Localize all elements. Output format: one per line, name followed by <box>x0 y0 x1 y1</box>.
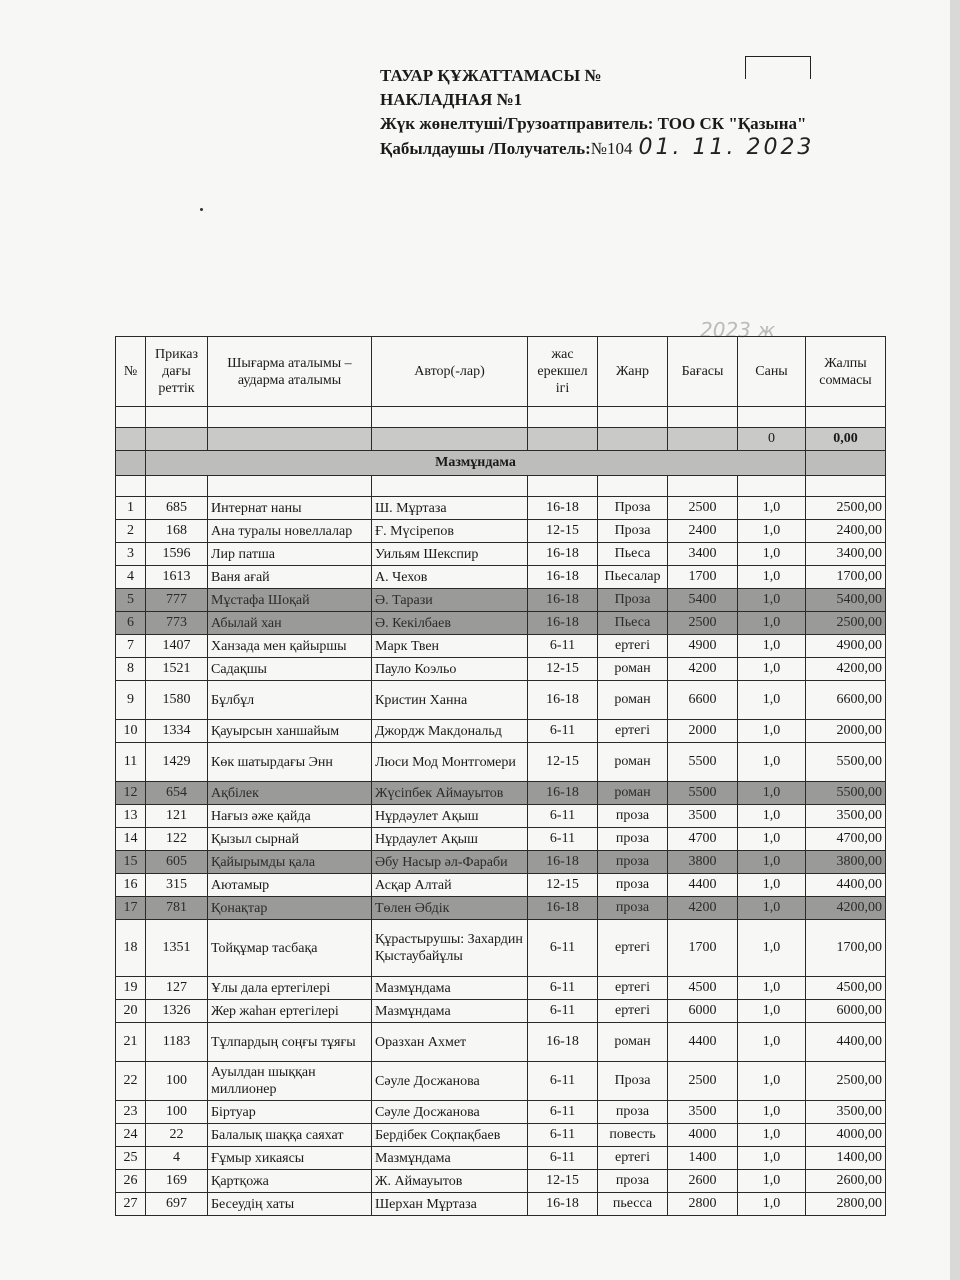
genre-cell: роман <box>598 681 668 720</box>
price-cell: 2500 <box>668 497 738 520</box>
order-number: 1596 <box>146 543 208 566</box>
table-row <box>116 920 886 977</box>
age-cell: 6-11 <box>528 977 598 1000</box>
age-cell: 6-11 <box>528 1000 598 1023</box>
genre-cell: ертегі <box>598 1000 668 1023</box>
row-number: 24 <box>116 1124 146 1147</box>
table-row <box>116 681 886 720</box>
row-number: 14 <box>116 828 146 851</box>
total-cell: 5500,00 <box>806 743 886 782</box>
age-cell: 12-15 <box>528 874 598 897</box>
table-row <box>116 805 886 828</box>
order-number: 168 <box>146 520 208 543</box>
price-cell: 3500 <box>668 1101 738 1124</box>
genre-cell: проза <box>598 805 668 828</box>
age-cell: 6-11 <box>528 828 598 851</box>
title-cell: Жер жаһан ертегілері <box>208 1000 372 1023</box>
age-cell: 16-18 <box>528 543 598 566</box>
genre-cell: проза <box>598 828 668 851</box>
header-recipient <box>380 136 860 161</box>
genre-cell: проза <box>598 1101 668 1124</box>
row-number: 21 <box>116 1023 146 1062</box>
qty-cell: 1,0 <box>738 805 806 828</box>
genre-cell: ертегі <box>598 1147 668 1170</box>
age-cell: 6-11 <box>528 635 598 658</box>
author-cell: Кристин Ханна <box>372 681 528 720</box>
age-cell: 12-15 <box>528 743 598 782</box>
order-number: 777 <box>146 589 208 612</box>
qty-cell: 1,0 <box>738 635 806 658</box>
author-cell: Мазмұндама <box>372 977 528 1000</box>
qty-cell: 1,0 <box>738 828 806 851</box>
qty-cell: 1,0 <box>738 743 806 782</box>
qty-cell: 1,0 <box>738 977 806 1000</box>
age-cell: 16-18 <box>528 851 598 874</box>
table-row <box>116 1170 886 1193</box>
total-cell: 2400,00 <box>806 520 886 543</box>
row-number: 20 <box>116 1000 146 1023</box>
price-cell: 4700 <box>668 828 738 851</box>
total-cell: 2800,00 <box>806 1193 886 1216</box>
price-cell: 3800 <box>668 851 738 874</box>
row-number: 17 <box>116 897 146 920</box>
price-cell: 2500 <box>668 612 738 635</box>
age-cell: 6-11 <box>528 1124 598 1147</box>
col-header-genre: Жанр <box>598 337 668 407</box>
col-header-author: Автор(-лар) <box>372 337 528 407</box>
genre-cell: роман <box>598 782 668 805</box>
order-number: 654 <box>146 782 208 805</box>
title-cell: Садақшы <box>208 658 372 681</box>
title-cell: Ханзада мен қайыршы <box>208 635 372 658</box>
total-cell: 4900,00 <box>806 635 886 658</box>
row-number: 19 <box>116 977 146 1000</box>
order-number: 122 <box>146 828 208 851</box>
genre-cell: роман <box>598 658 668 681</box>
title-cell: Ақбілек <box>208 782 372 805</box>
order-number: 1407 <box>146 635 208 658</box>
price-cell: 1700 <box>668 566 738 589</box>
qty-cell: 1,0 <box>738 543 806 566</box>
col-header-price: Бағасы <box>668 337 738 407</box>
table-row <box>116 520 886 543</box>
table-row <box>116 612 886 635</box>
qty-cell: 1,0 <box>738 782 806 805</box>
age-cell: 16-18 <box>528 566 598 589</box>
price-cell: 1700 <box>668 920 738 977</box>
section-row <box>116 451 886 476</box>
genre-cell: Проза <box>598 589 668 612</box>
row-number: 7 <box>116 635 146 658</box>
row-number: 9 <box>116 681 146 720</box>
genre-cell: Проза <box>598 497 668 520</box>
col-header-age: жас ерекшел ігі <box>528 337 598 407</box>
price-cell: 3400 <box>668 543 738 566</box>
order-number: 1326 <box>146 1000 208 1023</box>
order-number: 1521 <box>146 658 208 681</box>
table-row <box>116 743 886 782</box>
qty-cell: 1,0 <box>738 612 806 635</box>
row-number: 18 <box>116 920 146 977</box>
invoice-table <box>115 336 886 1216</box>
row-number: 12 <box>116 782 146 805</box>
genre-cell: повесть <box>598 1124 668 1147</box>
title-cell: Ұлы дала ертегілері <box>208 977 372 1000</box>
table-row <box>116 897 886 920</box>
author-cell: Сәуле Досжанова <box>372 1101 528 1124</box>
total-cell: 6600,00 <box>806 681 886 720</box>
qty-cell: 1,0 <box>738 1193 806 1216</box>
order-number: 4 <box>146 1147 208 1170</box>
header-shipper: Жүк жөнелтуші/Грузоатправитель: ТОО СК "Қазына" <box>380 114 807 133</box>
order-number: 100 <box>146 1062 208 1101</box>
table-row <box>116 1023 886 1062</box>
total-cell: 4200,00 <box>806 897 886 920</box>
order-number: 1613 <box>146 566 208 589</box>
author-cell: Оразхан Ахмет <box>372 1023 528 1062</box>
document-header <box>380 64 860 161</box>
row-number: 10 <box>116 720 146 743</box>
price-cell: 2600 <box>668 1170 738 1193</box>
age-cell: 6-11 <box>528 1147 598 1170</box>
author-cell: Ш. Мұртаза <box>372 497 528 520</box>
order-number: 22 <box>146 1124 208 1147</box>
summary-qty: 0 <box>738 428 806 451</box>
price-cell: 2000 <box>668 720 738 743</box>
title-cell: Бұлбұл <box>208 681 372 720</box>
price-cell: 2500 <box>668 1062 738 1101</box>
row-number: 26 <box>116 1170 146 1193</box>
title-cell: Лир патша <box>208 543 372 566</box>
age-cell: 6-11 <box>528 920 598 977</box>
price-cell: 4900 <box>668 635 738 658</box>
total-cell: 2500,00 <box>806 497 886 520</box>
author-cell: Әбу Насыр әл-Фараби <box>372 851 528 874</box>
qty-cell: 1,0 <box>738 874 806 897</box>
total-cell: 4200,00 <box>806 658 886 681</box>
qty-cell: 1,0 <box>738 720 806 743</box>
total-cell: 3800,00 <box>806 851 886 874</box>
table-row <box>116 782 886 805</box>
table-row <box>116 1193 886 1216</box>
qty-cell: 1,0 <box>738 897 806 920</box>
total-cell: 5400,00 <box>806 589 886 612</box>
author-cell: Жүсіпбек Аймауытов <box>372 782 528 805</box>
title-cell: Абылай хан <box>208 612 372 635</box>
genre-cell: ертегі <box>598 720 668 743</box>
order-number: 315 <box>146 874 208 897</box>
title-cell: Интернат наны <box>208 497 372 520</box>
qty-cell: 1,0 <box>738 1170 806 1193</box>
age-cell: 12-15 <box>528 1170 598 1193</box>
author-cell: Марк Твен <box>372 635 528 658</box>
author-cell: А. Чехов <box>372 566 528 589</box>
price-cell: 4400 <box>668 1023 738 1062</box>
price-cell: 4200 <box>668 897 738 920</box>
price-cell: 6600 <box>668 681 738 720</box>
title-cell: Қартқожа <box>208 1170 372 1193</box>
row-number: 22 <box>116 1062 146 1101</box>
genre-cell: ертегі <box>598 920 668 977</box>
table-row <box>116 658 886 681</box>
order-number: 685 <box>146 497 208 520</box>
author-cell: Джордж Макдональд <box>372 720 528 743</box>
order-number: 1429 <box>146 743 208 782</box>
col-header-num: № <box>116 337 146 407</box>
order-number: 1183 <box>146 1023 208 1062</box>
section-label: Мазмұндама <box>146 451 806 476</box>
order-number: 1351 <box>146 920 208 977</box>
header-title-ru: НАКЛАДНАЯ №1 <box>380 90 523 109</box>
col-header-total: Жалпы соммасы <box>806 337 886 407</box>
qty-cell: 1,0 <box>738 920 806 977</box>
total-cell: 3500,00 <box>806 1101 886 1124</box>
qty-cell: 1,0 <box>738 1147 806 1170</box>
title-cell: Тұлпардың соңғы тұяғы <box>208 1023 372 1062</box>
table-row <box>116 977 886 1000</box>
author-cell: Асқар Алтай <box>372 874 528 897</box>
author-cell: Мазмұндама <box>372 1000 528 1023</box>
age-cell: 16-18 <box>528 612 598 635</box>
qty-cell: 1,0 <box>738 1101 806 1124</box>
blank-row <box>116 407 886 428</box>
price-cell: 1400 <box>668 1147 738 1170</box>
author-cell: Нұрдаулет Ақыш <box>372 828 528 851</box>
order-number: 127 <box>146 977 208 1000</box>
price-cell: 4200 <box>668 658 738 681</box>
genre-cell: проза <box>598 874 668 897</box>
qty-cell: 1,0 <box>738 566 806 589</box>
col-header-qty: Саны <box>738 337 806 407</box>
age-cell: 16-18 <box>528 1193 598 1216</box>
genre-cell: Проза <box>598 520 668 543</box>
title-cell: Ғұмыр хикаясы <box>208 1147 372 1170</box>
qty-cell: 1,0 <box>738 1023 806 1062</box>
author-cell: Нұрдәулет Ақыш <box>372 805 528 828</box>
table-row <box>116 497 886 520</box>
age-cell: 12-15 <box>528 658 598 681</box>
age-cell: 6-11 <box>528 1062 598 1101</box>
author-cell: Пауло Коэльо <box>372 658 528 681</box>
row-number: 1 <box>116 497 146 520</box>
total-cell: 4500,00 <box>806 977 886 1000</box>
total-cell: 2600,00 <box>806 1170 886 1193</box>
row-number: 4 <box>116 566 146 589</box>
age-cell: 6-11 <box>528 720 598 743</box>
author-cell: Ә. Тарази <box>372 589 528 612</box>
table-row <box>116 720 886 743</box>
col-header-order: Приказ дағы реттік <box>146 337 208 407</box>
age-cell: 6-11 <box>528 805 598 828</box>
author-cell: Люси Мод Монтгомери <box>372 743 528 782</box>
title-cell: Қайырымды қала <box>208 851 372 874</box>
title-cell: Қызыл сырнай <box>208 828 372 851</box>
age-cell: 16-18 <box>528 589 598 612</box>
genre-cell: Проза <box>598 1062 668 1101</box>
blank-row <box>116 476 886 497</box>
title-cell: Аютамыр <box>208 874 372 897</box>
price-cell: 5400 <box>668 589 738 612</box>
price-cell: 3500 <box>668 805 738 828</box>
title-cell: Ауылдан шыққан миллионер <box>208 1062 372 1101</box>
qty-cell: 1,0 <box>738 520 806 543</box>
row-number: 23 <box>116 1101 146 1124</box>
author-cell: Төлен Әбдік <box>372 897 528 920</box>
price-cell: 6000 <box>668 1000 738 1023</box>
total-cell: 1700,00 <box>806 566 886 589</box>
row-number: 5 <box>116 589 146 612</box>
age-cell: 16-18 <box>528 782 598 805</box>
author-cell: Бердібек Соқпақбаев <box>372 1124 528 1147</box>
title-cell: Бесеудің хаты <box>208 1193 372 1216</box>
faint-handwritten-mark: 2023 ж <box>700 318 776 342</box>
row-number: 3 <box>116 543 146 566</box>
total-cell: 4400,00 <box>806 874 886 897</box>
total-cell: 5500,00 <box>806 782 886 805</box>
qty-cell: 1,0 <box>738 1062 806 1101</box>
genre-cell: ертегі <box>598 977 668 1000</box>
summary-row <box>116 428 886 451</box>
title-cell: Ана туралы новеллалар <box>208 520 372 543</box>
handwritten-date: 01. 11. 2023 <box>638 135 815 160</box>
table-row <box>116 566 886 589</box>
summary-total: 0,00 <box>806 428 886 451</box>
row-number: 11 <box>116 743 146 782</box>
title-cell: Ваня ағай <box>208 566 372 589</box>
title-cell: Тойқұмар тасбақа <box>208 920 372 977</box>
genre-cell: Пьеса <box>598 543 668 566</box>
order-number: 169 <box>146 1170 208 1193</box>
table-row <box>116 543 886 566</box>
row-number: 25 <box>116 1147 146 1170</box>
total-cell: 4400,00 <box>806 1023 886 1062</box>
row-number: 13 <box>116 805 146 828</box>
row-number: 2 <box>116 520 146 543</box>
age-cell: 16-18 <box>528 1023 598 1062</box>
author-cell: Уильям Шекспир <box>372 543 528 566</box>
table-row <box>116 1124 886 1147</box>
table-row <box>116 828 886 851</box>
author-cell: Сәуле Досжанова <box>372 1062 528 1101</box>
author-cell: Ғ. Мүсірепов <box>372 520 528 543</box>
stray-dot <box>200 208 203 211</box>
title-cell: Балалық шаққа саяхат <box>208 1124 372 1147</box>
genre-cell: проза <box>598 1170 668 1193</box>
row-number: 8 <box>116 658 146 681</box>
order-number: 605 <box>146 851 208 874</box>
total-cell: 1700,00 <box>806 920 886 977</box>
table-row <box>116 1101 886 1124</box>
qty-cell: 1,0 <box>738 681 806 720</box>
price-cell: 4500 <box>668 977 738 1000</box>
row-number: 16 <box>116 874 146 897</box>
author-cell: Ә. Кекілбаев <box>372 612 528 635</box>
qty-cell: 1,0 <box>738 851 806 874</box>
qty-cell: 1,0 <box>738 497 806 520</box>
table-header-row <box>116 337 886 407</box>
table-row <box>116 1147 886 1170</box>
genre-cell: роман <box>598 743 668 782</box>
qty-cell: 1,0 <box>738 1124 806 1147</box>
age-cell: 12-15 <box>528 520 598 543</box>
row-number: 15 <box>116 851 146 874</box>
age-cell: 16-18 <box>528 497 598 520</box>
genre-cell: проза <box>598 851 668 874</box>
qty-cell: 1,0 <box>738 1000 806 1023</box>
recipient-number: №104 <box>590 139 633 158</box>
price-cell: 5500 <box>668 782 738 805</box>
title-cell: Нағыз әже қайда <box>208 805 372 828</box>
recipient-label: Қабылдаушы /Получатель: <box>380 139 591 158</box>
table-row <box>116 874 886 897</box>
price-cell: 4400 <box>668 874 738 897</box>
genre-cell: Пьеса <box>598 612 668 635</box>
order-number: 773 <box>146 612 208 635</box>
table-row <box>116 1000 886 1023</box>
total-cell: 3500,00 <box>806 805 886 828</box>
genre-cell: проза <box>598 897 668 920</box>
age-cell: 16-18 <box>528 897 598 920</box>
author-cell: Мазмұндама <box>372 1147 528 1170</box>
title-cell: Қауырсын ханшайым <box>208 720 372 743</box>
author-cell: Ж. Аймауытов <box>372 1170 528 1193</box>
total-cell: 2500,00 <box>806 612 886 635</box>
order-number: 121 <box>146 805 208 828</box>
table-row <box>116 1062 886 1101</box>
genre-cell: ертегі <box>598 635 668 658</box>
title-cell: Көк шатырдағы Энн <box>208 743 372 782</box>
total-cell: 2000,00 <box>806 720 886 743</box>
order-number: 1580 <box>146 681 208 720</box>
title-cell: Біртуар <box>208 1101 372 1124</box>
table-row <box>116 635 886 658</box>
qty-cell: 1,0 <box>738 658 806 681</box>
price-cell: 2400 <box>668 520 738 543</box>
total-cell: 4700,00 <box>806 828 886 851</box>
qty-cell: 1,0 <box>738 589 806 612</box>
genre-cell: Пьесалар <box>598 566 668 589</box>
genre-cell: пьесса <box>598 1193 668 1216</box>
order-number: 1334 <box>146 720 208 743</box>
price-cell: 5500 <box>668 743 738 782</box>
order-number: 781 <box>146 897 208 920</box>
total-cell: 2500,00 <box>806 1062 886 1101</box>
author-cell: Құрастырушы: Захардин Қыстаубайұлы <box>372 920 528 977</box>
title-cell: Мұстафа Шоқай <box>208 589 372 612</box>
header-title-kz: ТАУАР ҚҰЖАТТАМАСЫ № <box>380 66 602 85</box>
total-cell: 1400,00 <box>806 1147 886 1170</box>
price-cell: 4000 <box>668 1124 738 1147</box>
table-row <box>116 589 886 612</box>
total-cell: 4000,00 <box>806 1124 886 1147</box>
table-row <box>116 851 886 874</box>
title-cell: Қонақтар <box>208 897 372 920</box>
genre-cell: роман <box>598 1023 668 1062</box>
order-number: 100 <box>146 1101 208 1124</box>
price-cell: 2800 <box>668 1193 738 1216</box>
col-header-title: Шығарма аталымы – аударма аталымы <box>208 337 372 407</box>
author-cell: Шерхан Мұртаза <box>372 1193 528 1216</box>
row-number: 6 <box>116 612 146 635</box>
age-cell: 6-11 <box>528 1101 598 1124</box>
total-cell: 3400,00 <box>806 543 886 566</box>
row-number: 27 <box>116 1193 146 1216</box>
order-number: 697 <box>146 1193 208 1216</box>
age-cell: 16-18 <box>528 681 598 720</box>
total-cell: 6000,00 <box>806 1000 886 1023</box>
